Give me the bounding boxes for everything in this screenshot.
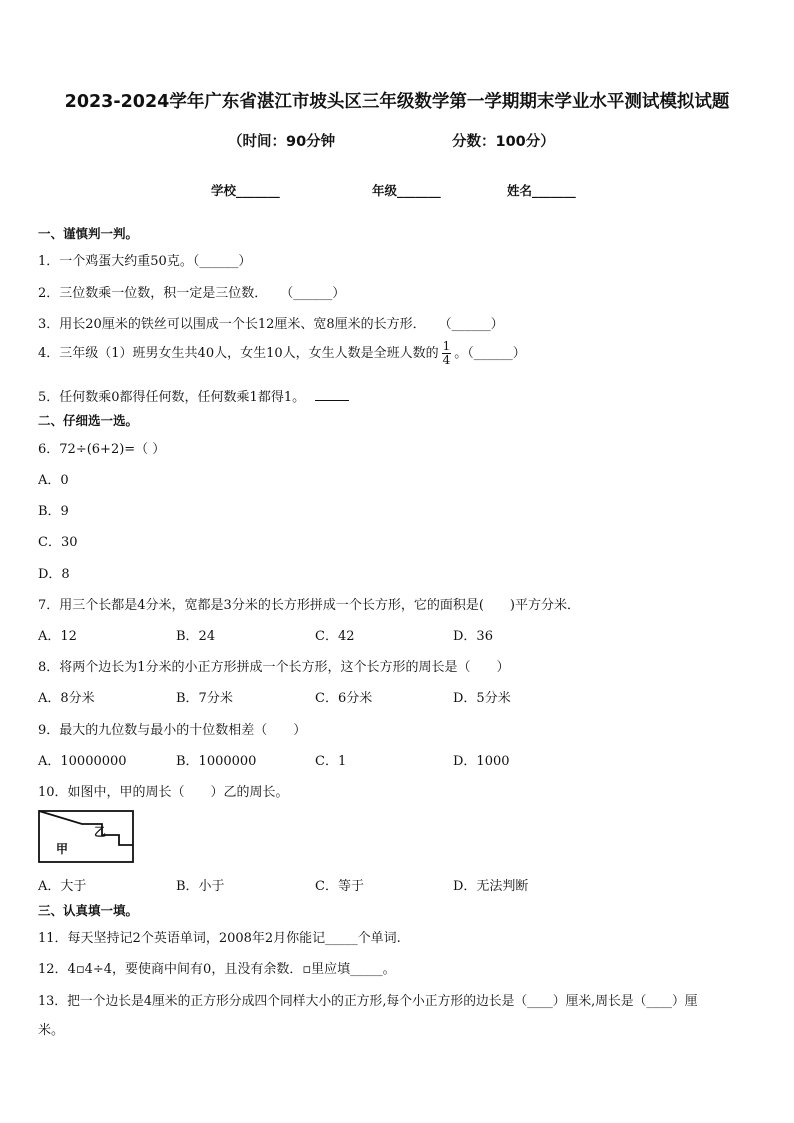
section-heading-3: 三、认真填一填。 xyxy=(38,903,139,918)
perimeter-figure-drawing xyxy=(38,810,134,864)
option-c[interactable]: C．30 xyxy=(38,535,78,550)
fraction xyxy=(442,340,452,367)
option-d[interactable]: D．无法判断 xyxy=(453,879,529,894)
option-c[interactable]: C．等于 xyxy=(315,879,364,894)
option-c[interactable]: C．42 xyxy=(315,629,355,644)
question-13: 13．把一个边长是4厘米的正方形分成四个同样大小的正方形,每个小正方形的边长是（____）厘米,周长是（____）厘 xyxy=(38,994,698,1009)
option-d[interactable]: D．5分米 xyxy=(453,691,511,706)
question-2: 2．三位数乘一位数，积一定是三位数． （______） xyxy=(38,286,346,301)
section-heading-1: 一、谨慎判一判。 xyxy=(38,226,139,241)
student-info-fields xyxy=(0,181,794,201)
question-10: 10．如图中，甲的周长（ ）乙的周长。 xyxy=(38,785,289,800)
fraction-denominator: 4 xyxy=(442,353,451,367)
exam-info xyxy=(0,130,794,152)
fraction-numerator: 1 xyxy=(442,339,451,353)
school-field[interactable]: 学校_______ xyxy=(211,183,280,198)
question-4-text: 4．三年级（1）班男女生共40人，女生10人，女生人数是全班人数的 xyxy=(38,346,439,361)
question-11: 11．每天坚持记2个英语单词，2008年2月你能记_____个单词. xyxy=(38,931,401,946)
option-c[interactable]: C．6分米 xyxy=(315,691,373,706)
answer-blank[interactable] xyxy=(315,388,349,401)
question-6: 6．72÷(6+2)=（ ） xyxy=(38,442,166,457)
option-d[interactable]: D．1000 xyxy=(453,754,510,769)
question-7: 7．用三个长都是4分米，宽都是3分米的长方形拼成一个长方形，它的面积是( )平方分米． xyxy=(38,598,580,613)
grade-field[interactable]: 年级_______ xyxy=(372,183,441,198)
option-c[interactable]: C．1 xyxy=(315,754,347,769)
option-b[interactable]: B．9 xyxy=(38,504,69,519)
question-3: 3．用长20厘米的铁丝可以围成一个长12厘米、宽8厘米的长方形． （______） xyxy=(38,317,504,332)
page-title: 2023-2024学年广东省湛江市坡头区三年级数学第一学期期末学业水平测试模拟试题 xyxy=(64,92,730,112)
option-a[interactable]: A．8分米 xyxy=(38,691,95,706)
question-4 xyxy=(38,340,526,367)
question-4-answer: 。（______） xyxy=(454,346,526,361)
option-b[interactable]: B．7分米 xyxy=(176,691,233,706)
section-heading-2: 二、仔细选一选。 xyxy=(38,413,139,428)
label-yi: 乙 xyxy=(94,825,107,839)
perimeter-figure xyxy=(38,810,134,864)
option-b[interactable]: B．1000000 xyxy=(176,754,257,769)
option-a[interactable]: A．大于 xyxy=(38,879,87,894)
option-a[interactable]: A．10000000 xyxy=(38,754,127,769)
option-b[interactable]: B．24 xyxy=(176,629,216,644)
question-12: 12．4▫4÷4，要使商中间有0，且没有余数．▫里应填_____。 xyxy=(38,962,396,977)
option-a[interactable]: A．12 xyxy=(38,629,77,644)
time-info: （时间：90分钟 xyxy=(228,134,336,150)
label-jia: 甲 xyxy=(56,842,69,856)
option-d[interactable]: D．8 xyxy=(38,567,70,582)
score-info: 分数：100分） xyxy=(452,134,555,150)
question-5-text: 5．任何数乘0都得任何数，任何数乘1都得1。 xyxy=(38,390,306,405)
option-d[interactable]: D．36 xyxy=(453,629,493,644)
question-5 xyxy=(38,386,349,405)
option-a[interactable]: A．0 xyxy=(38,473,69,488)
question-1: 1．一个鸡蛋大约重50克。（______） xyxy=(38,254,252,269)
question-13-continued: 米。 xyxy=(38,1023,65,1038)
question-9: 9．最大的九位数与最小的十位数相差（ ） xyxy=(38,723,307,738)
question-8: 8．将两个边长为1分米的小正方形拼成一个长方形，这个长方形的周长是（ ） xyxy=(38,660,510,675)
option-b[interactable]: B．小于 xyxy=(176,879,225,894)
name-field[interactable]: 姓名_______ xyxy=(507,183,576,198)
